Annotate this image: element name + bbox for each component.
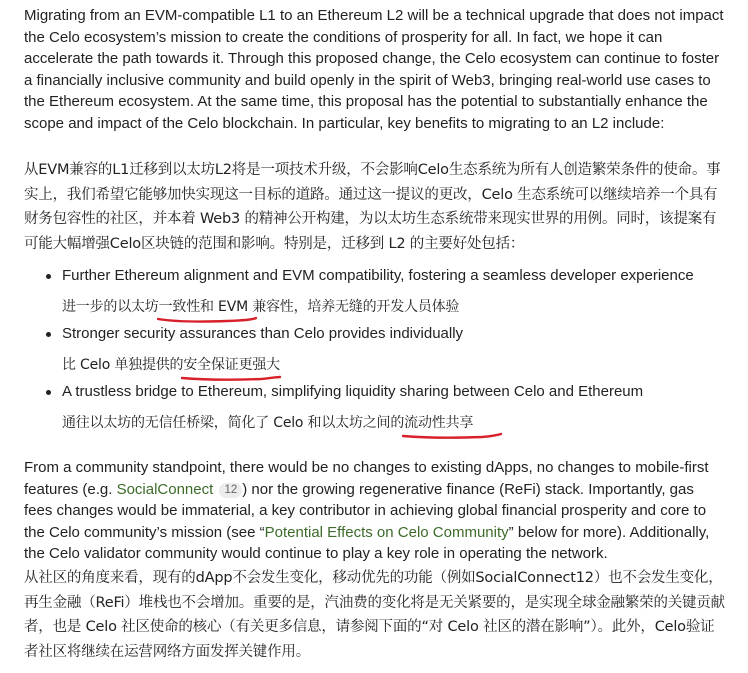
- highlighted-phrase: 流动性共享: [404, 412, 473, 434]
- benefit-en: Further Ethereum alignment and EVM compatibility, fostering a seamless developer experience: [62, 267, 694, 284]
- hand-drawn-underline: [402, 432, 502, 440]
- highlighted-phrase: 安全保证: [183, 354, 238, 376]
- link-count-badge: 12: [219, 483, 242, 498]
- bullet-dot: [46, 332, 51, 337]
- highlighted-phrase: 一致性和 EVM 兼容性: [159, 296, 294, 318]
- benefit-en: A trustless bridge to Ethereum, simplifying liquidity sharing between Celo and Ethereum: [62, 383, 644, 400]
- intro-paragraph-en: Migrating from an EVM-compatible L1 to an Ethereum L2 will be a technical upgrade that does not impact the Celo ecosystem’s mission to create the conditions of prosperity for all. In fact, we hope it can accelerate the path towards it. Through this proposed change, the Celo ecosystem can continue to foster a financially inclusive community and build openly in the spirit of Web3, bringing real-world use cases to the Ethereum ecosystem. At the same time, this proposal has the potential to substantially enhance the scope and impact of the Celo blockchain. In particular, key benefits to migrating to an L2 include:: [24, 7, 724, 132]
- benefit-en: Stronger security assurances than Celo provides individually: [62, 325, 464, 342]
- intro-paragraph-zh: 从EVM兼容的L1迁移到以太坊L2将是一项技术升级，不会影响Celo生态系统为所有人创造繁荣条件的使命。事实上，我们希望它能够加快实现这一目标的道路。通过这一提议的更改，Celo 生态系统可以继续培养一个具有财务包容性的社区，并本着 Web3 的精神公开构建，为以太坊生态系统带来现实世界的用例。同时，该提案有可能大幅增强Celo区块链的范围和影响。特别是，迁移到 L2 的主要好处包括：: [24, 162, 721, 252]
- bullet-dot: [46, 274, 51, 279]
- benefit-zh: 通往以太坊的无信任桥梁，简化了 Celo 和以太坊之间的流动性共享: [62, 412, 473, 434]
- benefit-zh: 进一步的以太坊一致性和 EVM 兼容性 ，培养无缝的开发人员体验: [62, 296, 459, 318]
- bullet-dot: [46, 390, 51, 395]
- socialconnect-link[interactable]: SocialConnect: [116, 480, 214, 498]
- benefit-zh: 比 Celo 单独提供的安全保证 更强大: [62, 354, 280, 376]
- potential-effects-link[interactable]: Potential Effects on Celo Community: [264, 523, 509, 541]
- community-paragraph-en: From a community standpoint, there would be no changes to existing dApps, no changes to mobile-first features (e.g. SocialConnect 12 ) nor the growing regenerative finance (ReFi) stack. Importantly, gas fees changes would be immaterial, a key contributor in achieving global financial prosperity and core to the Celo community’s mission (see “Potential Effects on Celo Community” below for more). Additionally, the Celo validator community would continue to play a key role in operating the network.: [24, 459, 710, 562]
- community-paragraph-zh: 从社区的角度来看，现有的dApp不会发生变化，移动优先的功能（例如SocialConnect12）也不会发生变化，再生金融（ReFi）堆栈也不会增加。重要的是，汽油费的变化将是无关紧要的，是实现全球金融繁荣的关键贡献者，也是 Celo 社区使命的核心（有关更多信息，请参阅下面的“对 Celo 社区的潜在影响”）。此外，Celo验证者社区将继续在运营网络方面发挥关键作用。: [24, 570, 725, 660]
